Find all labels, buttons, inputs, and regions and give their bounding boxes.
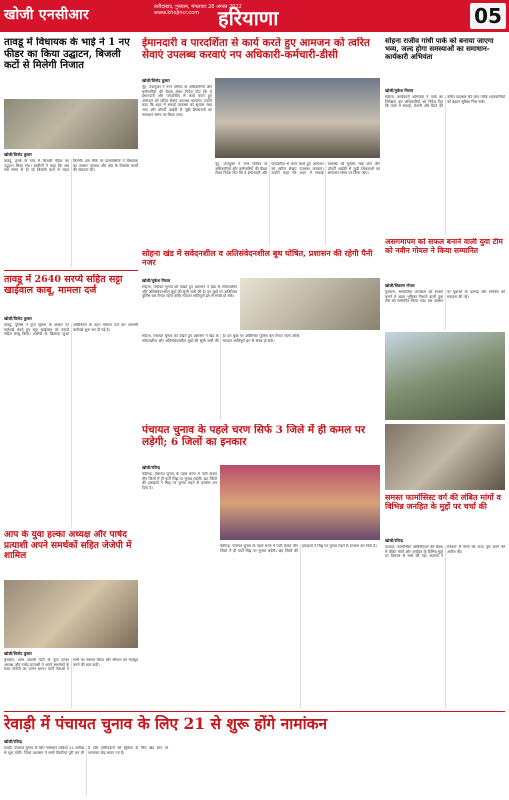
headline-satta-arrest: तावडू में 2640 सरप्ये सहित सट्टा खाईवाल काबू, मामला दर्ज xyxy=(4,274,123,297)
headline-pharmacists: समस्त फार्मासिस्ट वर्ग की लंबित मांगों व विभिन्न जनहित के मुद्दों पर चर्चा की xyxy=(385,493,501,512)
headline-sohna-booths: सोहना खंड में सवेदनशील व अतिसंवेदनशील बूथ घोषित, प्रशासन की रहेगी पैनी नजर xyxy=(142,249,373,268)
headline-youth-team: असगमापम को सफल बनाने वाली युवा टीम को नवीन गोयल ने किया सम्मानित xyxy=(385,238,503,255)
dc-meeting-photo xyxy=(215,78,380,158)
booth-list-photo xyxy=(240,278,380,330)
page-number: 05 xyxy=(470,3,506,29)
headline-rewari-nominations: रेवाड़ी में पंचायत चुनाव के लिए 21 से शुरू होंगे नामांकन xyxy=(4,715,328,733)
story-body-sohna-booths: सोहना, पंचायत चुनाव को देखते हुए प्रशासन ने खंड के संवेदनशील और अतिसंवेदनशील बूथों की सूची जारी की है। इन बूथों पर अतिरिक्त पुलिस बल तैनात रहेगा ताकि मतदान शांतिपूर्ण ढंग से संपन्न हो सके। xyxy=(142,285,237,299)
story-body-sohna-park: सोहना, कार्यकारी अभियंता ने पार्क का निरीक्षण कर अधिकारियों को निर्देश दिए कि पार्क में सफाई, रोशनी और बैठने की उचित व्यवस्था की जाए ताकि शहरवासियों को बेहतर सुविधा मिल सके। xyxy=(385,95,505,109)
divider xyxy=(4,270,138,271)
divider xyxy=(4,711,505,712)
byline-honesty-dc: खोजी/विनोद कुमार xyxy=(142,78,170,83)
story-body-panchayat-lotus-cont: चंडीगढ़, पंचायत चुनाव के पहले चरण में पार्टी केवल तीन जिलों में ही पार्टी चिह्न पर चुनाव लड़ेगी। छह जिलों की इकाइयों ने चिह्न पर चुनाव लड़ने से इनकार कर दिया है। xyxy=(220,544,377,553)
story-body-rewari-nominations: रेवाड़ी, पंचायत चुनाव के लिए नामांकन प्रक्रिया 21 तारीख से शुरू होगी। जिला प्रशासन ने सभी तैयारियां पूरी कर ली हैं और उम्मीदवारों की सुविधा के लिए खंड स्तर पर नामांकन केंद्र बनाए गए हैं। xyxy=(4,746,169,755)
story-body-pharmacists: पलवल, फार्मासिस्ट एसोसिएशन की बैठक में लंबित मांगों और जनहित के विभिन्न मुद्दों पर विस्तार से चर्चा की गई। सदस्यों ने सरकार से मांगों को जल्द पूरा करने की अपील की। xyxy=(385,545,505,559)
headline-panchayat-lotus: पंचायत चुनाव के पहले चरण सिर्फ 3 जिले में ही कमल पर लड़ेगी; 6 जिलों का इनकार xyxy=(142,424,366,449)
byline-tawdu-feeder: खोजी/विनोद कुमार xyxy=(4,152,32,157)
story-body-aap-jjp: गुरुग्राम, आम आदमी पार्टी के युवा हल्का अध्यक्ष और पार्षद प्रत्याशी ने अपने समर्थकों के साथ जेजेपी का दामन थामा। पार्टी नेताओं ने सभी का स्वागत किया और संगठन को मजबूत करने की बात कही। xyxy=(4,658,138,672)
jjp-joining-photo xyxy=(4,580,138,648)
story-body-tawdu-feeder: तावडू, हल्के के गांव में बिजली फीडर का उद्घाटन किया गया। ग्रामीणों ने कहा कि अब लंबे समय से हो रहे बिजली कटों से राहत मिलेगी। इस मौके पर ग्रामवासियों ने विधायक का आभार जताया और क्षेत्र के विकास कार्यों की सराहना की। xyxy=(4,159,138,173)
byline-sohna-booths: खोजी/मुकेश मित्तल xyxy=(142,278,171,283)
headline-aap-jjp: आप के युवा हल्का अध्यक्ष और पार्षद प्रत्याशी अपने समर्थकों सहित जेजेपी में शामिल xyxy=(4,530,132,562)
story-body-satta-arrest: तावडू, पुलिस ने गुप्त सूचना के आधार पर कार्रवाई करते हुए सट्टा खाईवाल को नकदी सहित काबू किया। आरोपी के खिलाफ जुआ अधिनियम के तहत मामला दर्ज कर आगामी कार्रवाई शुरू कर दी गई है। xyxy=(4,323,138,337)
byline-youth-team: खोजी/विकास गोयल xyxy=(385,283,415,288)
byline-aap-jjp: खोजी/विनोद कुमार xyxy=(4,651,32,656)
edition-date: फ़रीदाबाद, गुरुग्राम, मंगलवार 28 अगस्त 2022 xyxy=(154,4,242,10)
feeder-inauguration-photo xyxy=(4,99,138,149)
byline-sohna-park: खोजी/मुकेश मित्तल xyxy=(385,88,414,93)
pharmacist-meeting-photo xyxy=(385,424,505,490)
youth-team-photo xyxy=(385,332,505,420)
story-body-sohna-booths-cont: सोहना, पंचायत चुनाव को देखते हुए प्रशासन ने खंड के संवेदनशील और अतिसंवेदनशील बूथों की सूची जारी की है। इन बूथों पर अतिरिक्त पुलिस बल तैनात रहेगा ताकि मतदान शांतिपूर्ण ढंग से संपन्न हो सके। xyxy=(142,334,300,343)
byline-satta-arrest: खोजी/विनोद कुमार xyxy=(4,316,32,321)
story-body-honesty-dc: नूंह, उपायुक्त ने नगर परिषद के अधिकारियों और कर्मचारियों की बैठक लेकर निर्देश दिए कि वे ईमानदारी और पारदर्शिता से कार्य करते हुए आमजन को त्वरित सेवाएं उपलब्ध करवाएं। उन्होंने कहा कि शहर में सफाई व्यवस्था को सुचारू रखा जाए और प्रॉपर्टी आईडी से जुड़ी शिकायतों का समाधान समय पर किया जाए। xyxy=(142,85,212,117)
byline-panchayat-lotus: खोजी/रविन्द्र xyxy=(142,465,161,470)
masthead: खोजी एनसीआर xyxy=(4,7,90,23)
byline-pharmacists: खोजी/रविन्द्र xyxy=(385,538,404,543)
headline-sohna-park: सोहना राजीव गांधी पार्क को बनाया जाएगा भव्य, जल्द होगा समस्याओं का समाधान-कार्यकारी अभियंता xyxy=(385,37,494,62)
headline-tawdu-feeder: तावडू में विधायक के भाई ने 1 नए फीडर का किया उद्घाटन, बिजली कटों से मिलेगी निजात xyxy=(4,37,130,72)
headline-honesty-dc: ईमानदारी व पारदर्शिता से कार्य करते हुए आमजन को त्वरित सेवाएं उपलब्ध करवाएं नप अधिकारी-कर्मचारी-डीसी xyxy=(142,37,370,62)
byline-rewari-nominations: खोजी/रविन्द्र xyxy=(4,739,23,744)
panchayat-women-photo xyxy=(220,465,380,540)
page-header xyxy=(0,0,509,32)
story-body-panchayat-lotus: चंडीगढ़, पंचायत चुनाव के पहले चरण में पार्टी केवल तीन जिलों में ही पार्टी चिह्न पर चुनाव लड़ेगी। छह जिलों की इकाइयों ने चिह्न पर चुनाव लड़ने से इनकार कर दिया है। xyxy=(142,472,217,490)
story-body-youth-team: गुरुग्राम, सामाजिक कार्यक्रम को सफल बनाने में अहम भूमिका निभाने वाली युवा टीम को सम्मानित किया गया। इस अवसर पर युवाओं के उत्साह और समर्पण की सराहना की गई। xyxy=(385,290,505,304)
website: www.khojincr.com xyxy=(154,10,200,16)
story-body-honesty-dc-cont: नूंह, उपायुक्त ने नगर परिषद के अधिकारियों और कर्मचारियों की बैठक लेकर निर्देश दिए कि वे ईमानदारी और पारदर्शिता से कार्य करते हुए आमजन को त्वरित सेवाएं उपलब्ध करवाएं। उन्होंने कहा कि शहर में सफाई व्यवस्था को सुचारू रखा जाए और प्रॉपर्टी आईडी से जुड़ी शिकायतों का समाधान समय पर किया जाए। xyxy=(215,162,380,176)
section-title: हरियाणा xyxy=(218,6,279,30)
